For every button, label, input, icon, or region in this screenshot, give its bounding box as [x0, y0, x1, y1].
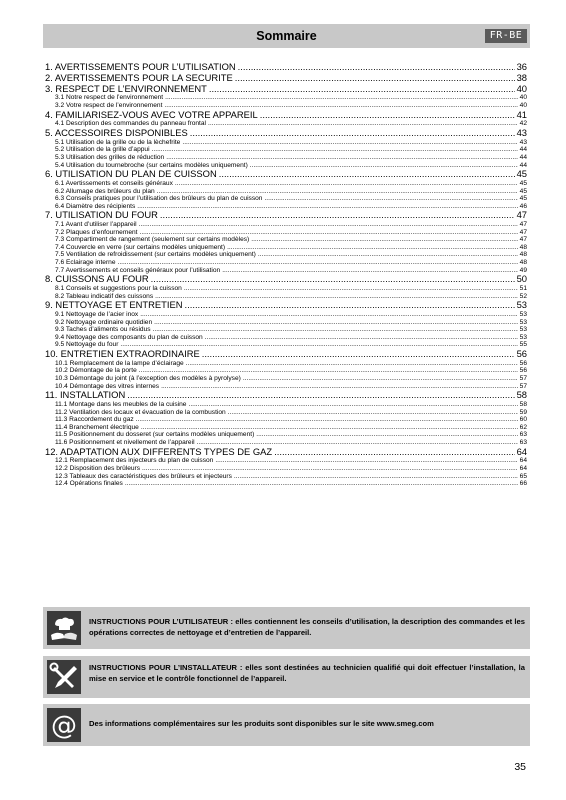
toc-leader-dots [222, 267, 517, 275]
toc-leader-dots [139, 221, 518, 229]
toc-section-row [45, 146, 527, 154]
toc-entry-page: 49 [519, 266, 527, 274]
toc-section-row [45, 203, 527, 211]
toc-entry-page: 40 [519, 94, 527, 102]
toc-entry-page: 45 [516, 169, 527, 180]
toc-entry-page: 64 [516, 446, 527, 457]
toc-entry-page: 52 [519, 292, 527, 300]
toc-section-row [45, 120, 527, 128]
toc-entry-label: 6.2 Allumage des brûleurs du plan [55, 187, 155, 195]
toc-section-row [45, 431, 527, 439]
toc-entry-page: 58 [516, 390, 527, 401]
toc-section-row [45, 334, 527, 342]
toc-leader-dots [197, 439, 518, 447]
toc-entry-page: 38 [516, 72, 527, 83]
toc-leader-dots [185, 300, 515, 311]
toc-chapter-row [45, 390, 527, 401]
toc-entry-page: 48 [519, 259, 527, 267]
toc-entry-page: 53 [519, 326, 527, 334]
toc-section-row [45, 341, 527, 349]
toc-leader-dots [166, 154, 517, 162]
toc-entry-page: 56 [519, 367, 527, 375]
toc-leader-dots [251, 236, 517, 244]
toc-entry-page: 46 [519, 202, 527, 210]
title-bar [43, 24, 530, 48]
toc-section-row [45, 360, 527, 368]
toc-entry-page: 55 [519, 341, 527, 349]
toc-section-row [45, 259, 527, 267]
toc-entry-page: 64 [519, 464, 527, 472]
toc-leader-dots [120, 341, 517, 349]
toc-entry-label: 9.3 Taches d’aliments ou résidus [55, 326, 151, 334]
toc-leader-dots [157, 188, 518, 196]
toc-entry-label: 11.4 Branchement électrique [55, 423, 139, 431]
toc-entry-page: 59 [519, 408, 527, 416]
toc-entry-page: 48 [519, 251, 527, 259]
toc-entry-label: 7.3 Compartiment de rangement (seulement sur certains modèles) [55, 236, 250, 244]
toc-entry-label: 9.2 Nettoyage ordinaire quotidien [55, 318, 153, 326]
toc-entry-page: 47 [516, 210, 527, 221]
toc-leader-dots [142, 465, 518, 473]
toc-section-row [45, 244, 527, 252]
toc-entry-label: 5.3 Utilisation des grilles de réduction [55, 153, 165, 161]
toc-section-row [45, 424, 527, 432]
toc-leader-dots [137, 203, 517, 211]
toc-entry-label: 10.3 Démontage du joint (à l’exception des modèles à pyrolyse) [55, 375, 241, 382]
toc-leader-dots [215, 457, 517, 465]
toc-section-row [45, 188, 527, 196]
toc-chapter-row [45, 128, 527, 139]
toc-entry-label: 10. ENTRETIEN EXTRAORDINAIRE [45, 349, 200, 360]
toc-entry-label: 5. ACCESSOIRES DISPONIBLES [45, 127, 188, 138]
toc-section-row [45, 229, 527, 237]
toc-entry-label: 5.1 Utilisation de la grille ou de la lèchefrite [55, 138, 181, 146]
toc-entry-label: 7.1 Avant d’utiliser l’appareil [55, 221, 137, 229]
toc-section-row [45, 102, 527, 110]
toc-leader-dots [160, 210, 515, 221]
toc-entry-label: 8.1 Conseils et suggestions pour la cuisson [55, 285, 182, 293]
language-badge: FR-BE [485, 29, 527, 43]
toc-entry-label: 2. AVERTISSEMENTS POUR LA SECURITE [45, 72, 233, 83]
toc-entry-page: 45 [519, 195, 527, 203]
toc-leader-dots [243, 375, 518, 383]
toc-entry-page: 51 [519, 285, 527, 293]
toc-entry-page: 63 [519, 431, 527, 439]
toc-entry-label: 11.1 Montage dans les meubles de la cuisine [55, 400, 187, 408]
toc-entry-label: 6.4 Diamètre des récipients [55, 202, 136, 210]
toc-entry-page: 64 [519, 457, 527, 465]
tools-icon [47, 660, 81, 694]
toc-entry-page: 58 [519, 400, 527, 408]
toc-entry-page: 57 [519, 382, 527, 390]
toc-section-row [45, 195, 527, 203]
toc-entry-page: 56 [516, 349, 527, 360]
toc-leader-dots [140, 311, 517, 319]
toc-entry-page: 53 [519, 318, 527, 326]
toc-leader-dots [190, 128, 515, 139]
toc-leader-dots [202, 349, 515, 360]
toc-leader-dots [186, 360, 518, 368]
toc-entry-label: 9. NETTOYAGE ET ENTRETIEN [45, 300, 183, 311]
toc-entry-page: 56 [519, 359, 527, 367]
toc-leader-dots [139, 229, 517, 237]
toc-section-row [45, 285, 527, 293]
toc-section-row [45, 375, 527, 383]
at-sign-icon [47, 708, 81, 742]
toc-leader-dots [234, 473, 518, 481]
toc-entry-label: 12. ADAPTATION AUX DIFFERENTS TYPES DE GAZ [45, 446, 273, 457]
toc-leader-dots [274, 447, 514, 458]
toc-leader-dots [188, 401, 517, 409]
toc-chapter-row [45, 300, 527, 311]
toc-leader-dots [264, 195, 517, 203]
toc-entry-label: 7.7 Avertissements et conseils généraux pour l’utilisation [55, 266, 221, 274]
toc-entry-label: 8.2 Tableau indicatif des cuissons [55, 292, 154, 300]
toc-entry-page: 44 [519, 146, 527, 154]
toc-entry-page: 45 [519, 187, 527, 195]
toc-entry-page: 43 [516, 127, 527, 138]
toc-entry-label: 7.4 Couvercle en verre (sur certains modèles uniquement) [55, 243, 226, 251]
toc-entry-label: 11. INSTALLATION [45, 390, 126, 401]
toc-entry-page: 45 [519, 179, 527, 187]
toc-section-row [45, 465, 527, 473]
toc-leader-dots [136, 416, 518, 424]
toc-entry-page: 47 [519, 228, 527, 236]
toc-entry-label: 3.1 Notre respect de l’environnement [55, 94, 164, 102]
toc-section-row [45, 139, 527, 147]
toc-entry-page: 47 [519, 236, 527, 244]
toc-entry-page: 48 [519, 243, 527, 251]
page-title: Sommaire [256, 29, 317, 43]
toc-chapter-row [45, 62, 527, 73]
toc-section-row [45, 383, 527, 391]
installer-instructions-text: INSTRUCTIONS POUR L’INSTALLATEUR : elles sont destinées au technicien qualifié qui doit effectuer l’installation, la mise en service et le contrôle fonctionnel de l’appareil. [89, 663, 525, 683]
user-instructions-box [43, 607, 530, 649]
toc-chapter-row [45, 349, 527, 360]
toc-chapter-row [45, 210, 527, 221]
page-number: 35 [514, 761, 526, 773]
toc-entry-page: 44 [519, 161, 527, 169]
toc-section-row [45, 367, 527, 375]
toc-entry-label: 11.2 Ventilation des locaux et évacuation de la combustion [55, 408, 226, 416]
toc-entry-label: 7. UTILISATION DU FOUR [45, 210, 158, 221]
toc-section-row [45, 326, 527, 334]
toc-entry-page: 36 [516, 62, 527, 72]
toc-leader-dots [165, 94, 518, 102]
toc-entry-label: 11.6 Positionnement et nivellement de l’appareil [55, 438, 195, 446]
toc-leader-dots [260, 110, 515, 121]
toc-leader-dots [256, 431, 517, 439]
toc-chapter-row [45, 447, 527, 458]
toc-leader-dots [161, 383, 518, 391]
toc-entry-label: 12.3 Tableaux des caractéristiques des brûleurs et injecteurs [55, 472, 232, 480]
toc-chapter-row [45, 84, 527, 95]
toc-entry-page: 53 [519, 311, 527, 319]
toc-entry-label: 12.4 Opérations finales [55, 480, 123, 488]
toc-section-row [45, 162, 527, 170]
toc-section-row [45, 439, 527, 447]
toc-section-row [45, 416, 527, 424]
toc-entry-label: 12.1 Remplacement des injecteurs du plan de cuisson [55, 457, 214, 465]
toc-entry-label: 9.5 Nettoyage du four [55, 341, 119, 349]
toc-chapter-row [45, 169, 527, 180]
toc-entry-label: 5.2 Utilisation de la grille d’appui [55, 146, 150, 154]
toc-leader-dots [250, 162, 518, 170]
toc-entry-page: 40 [519, 101, 527, 109]
toc-entry-label: 9.4 Nettoyage des composants du plan de cuisson [55, 333, 203, 341]
toc-entry-page: 63 [519, 438, 527, 446]
toc-entry-label: 10.2 Démontage de la porte [55, 367, 137, 375]
toc-leader-dots [154, 319, 518, 327]
toc-section-row [45, 409, 527, 417]
toc-entry-label: 10.1 Remplacement de la lampe d’éclairage [55, 359, 184, 367]
toc-leader-dots [182, 139, 517, 147]
toc-leader-dots [125, 480, 518, 488]
toc-entry-page: 41 [516, 109, 527, 120]
toc-entry-label: 4.1 Description des commandes du panneau frontal [55, 120, 207, 128]
toc-section-row [45, 221, 527, 229]
website-info-text: Des informations complémentaires sur les produits sont disponibles sur le site www.smeg.com [89, 719, 434, 728]
toc-entry-label: 7.5 Ventilation de refroidissement (sur certains modèles uniquement) [55, 251, 256, 259]
toc-leader-dots [228, 409, 518, 417]
toc-entry-label: 10.4 Démontage des vitres internes [55, 382, 160, 390]
toc-entry-page: 44 [519, 153, 527, 161]
toc-entry-page: 66 [519, 480, 527, 488]
toc-entry-label: 11.5 Positionnement du dosseret (sur certains modèles uniquement) [55, 431, 255, 439]
svg-text:@: @ [51, 711, 77, 741]
installer-instructions-box [43, 656, 530, 698]
toc-entry-page: 47 [519, 221, 527, 229]
toc-section-row [45, 457, 527, 465]
toc-entry-page: 57 [519, 375, 527, 382]
toc-entry-page: 40 [516, 83, 527, 94]
toc-entry-label: 3. RESPECT DE L’ENVIRONNEMENT [45, 83, 207, 94]
toc-section-row [45, 311, 527, 319]
website-info-box [43, 704, 530, 746]
toc-leader-dots [175, 180, 518, 188]
toc-section-row [45, 480, 527, 488]
toc-section-row [45, 236, 527, 244]
toc-entry-label: 9.1 Nettoyage de l’acier inox [55, 311, 139, 319]
toc-entry-label: 1. AVERTISSEMENTS POUR L’UTILISATION [45, 62, 236, 72]
toc-leader-dots [184, 285, 518, 293]
toc-entry-label: 5.4 Utilisation du tournebroche (sur certains modèles uniquement) [55, 161, 248, 169]
toc-leader-dots [139, 367, 518, 375]
toc-chapter-row [45, 110, 527, 121]
toc-leader-dots [164, 102, 517, 110]
toc-entry-page: 60 [519, 416, 527, 424]
toc-entry-label: 7.6 Eclairage interne [55, 259, 116, 267]
toc-entry-label: 6.3 Conseils pratiques pour l’utilisation des brûleurs du plan de cuisson [55, 195, 263, 203]
toc-leader-dots [209, 84, 515, 95]
toc-leader-dots [151, 274, 515, 285]
toc-entry-page: 62 [519, 423, 527, 431]
toc-entry-label: 11.3 Raccordement du gaz [55, 416, 134, 424]
toc-entry-label: 12.2 Disposition des brûleurs [55, 464, 141, 472]
toc-section-row [45, 401, 527, 409]
toc-leader-dots [141, 424, 518, 432]
toc-leader-dots [208, 120, 518, 128]
toc-entry-label: 3.2 Votre respect de l’environnement [55, 101, 163, 109]
toc-leader-dots [153, 326, 518, 334]
toc-entry-page: 43 [519, 138, 527, 146]
toc-leader-dots [205, 334, 518, 342]
toc-section-row [45, 94, 527, 102]
toc-entry-label: 7.2 Plaques d’enfournement [55, 228, 138, 236]
toc-section-row [45, 251, 527, 259]
toc-leader-dots [258, 251, 518, 259]
toc-leader-dots [152, 146, 518, 154]
toc-section-row [45, 180, 527, 188]
toc-entry-label: 8. CUISSONS AU FOUR [45, 274, 149, 285]
toc-leader-dots [155, 293, 518, 301]
toc-leader-dots [227, 244, 518, 252]
toc-leader-dots [238, 62, 515, 73]
toc-entry-label: 6.1 Avertissements et conseils généraux [55, 179, 173, 187]
toc-chapter-row [45, 73, 527, 84]
toc-section-row [45, 267, 527, 275]
toc-leader-dots [219, 169, 515, 180]
toc-entry-label: 6. UTILISATION DU PLAN DE CUISSON [45, 169, 217, 180]
toc-section-row [45, 473, 527, 481]
toc-leader-dots [127, 390, 514, 401]
toc-leader-dots [235, 73, 515, 84]
toc-entry-label: 4. FAMILIARISEZ-VOUS AVEC VOTRE APPAREIL [45, 109, 258, 120]
toc-chapter-row [45, 274, 527, 285]
toc-leader-dots [117, 259, 517, 267]
toc-entry-page: 53 [519, 333, 527, 341]
toc-section-row [45, 154, 527, 162]
toc-entry-page: 53 [516, 300, 527, 311]
table-of-contents [45, 62, 527, 488]
toc-entry-page: 65 [519, 472, 527, 480]
toc-entry-page: 50 [516, 274, 527, 285]
toc-section-row [45, 293, 527, 301]
chef-hands-icon [47, 611, 81, 645]
toc-section-row [45, 319, 527, 327]
toc-entry-page: 42 [519, 120, 527, 128]
user-instructions-text: INSTRUCTIONS POUR L’UTILISATEUR : elles contiennent les conseils d’utilisation, la description des commandes et les opérations correctes de nettoyage et d’entretien de l’appareil. [89, 617, 525, 637]
